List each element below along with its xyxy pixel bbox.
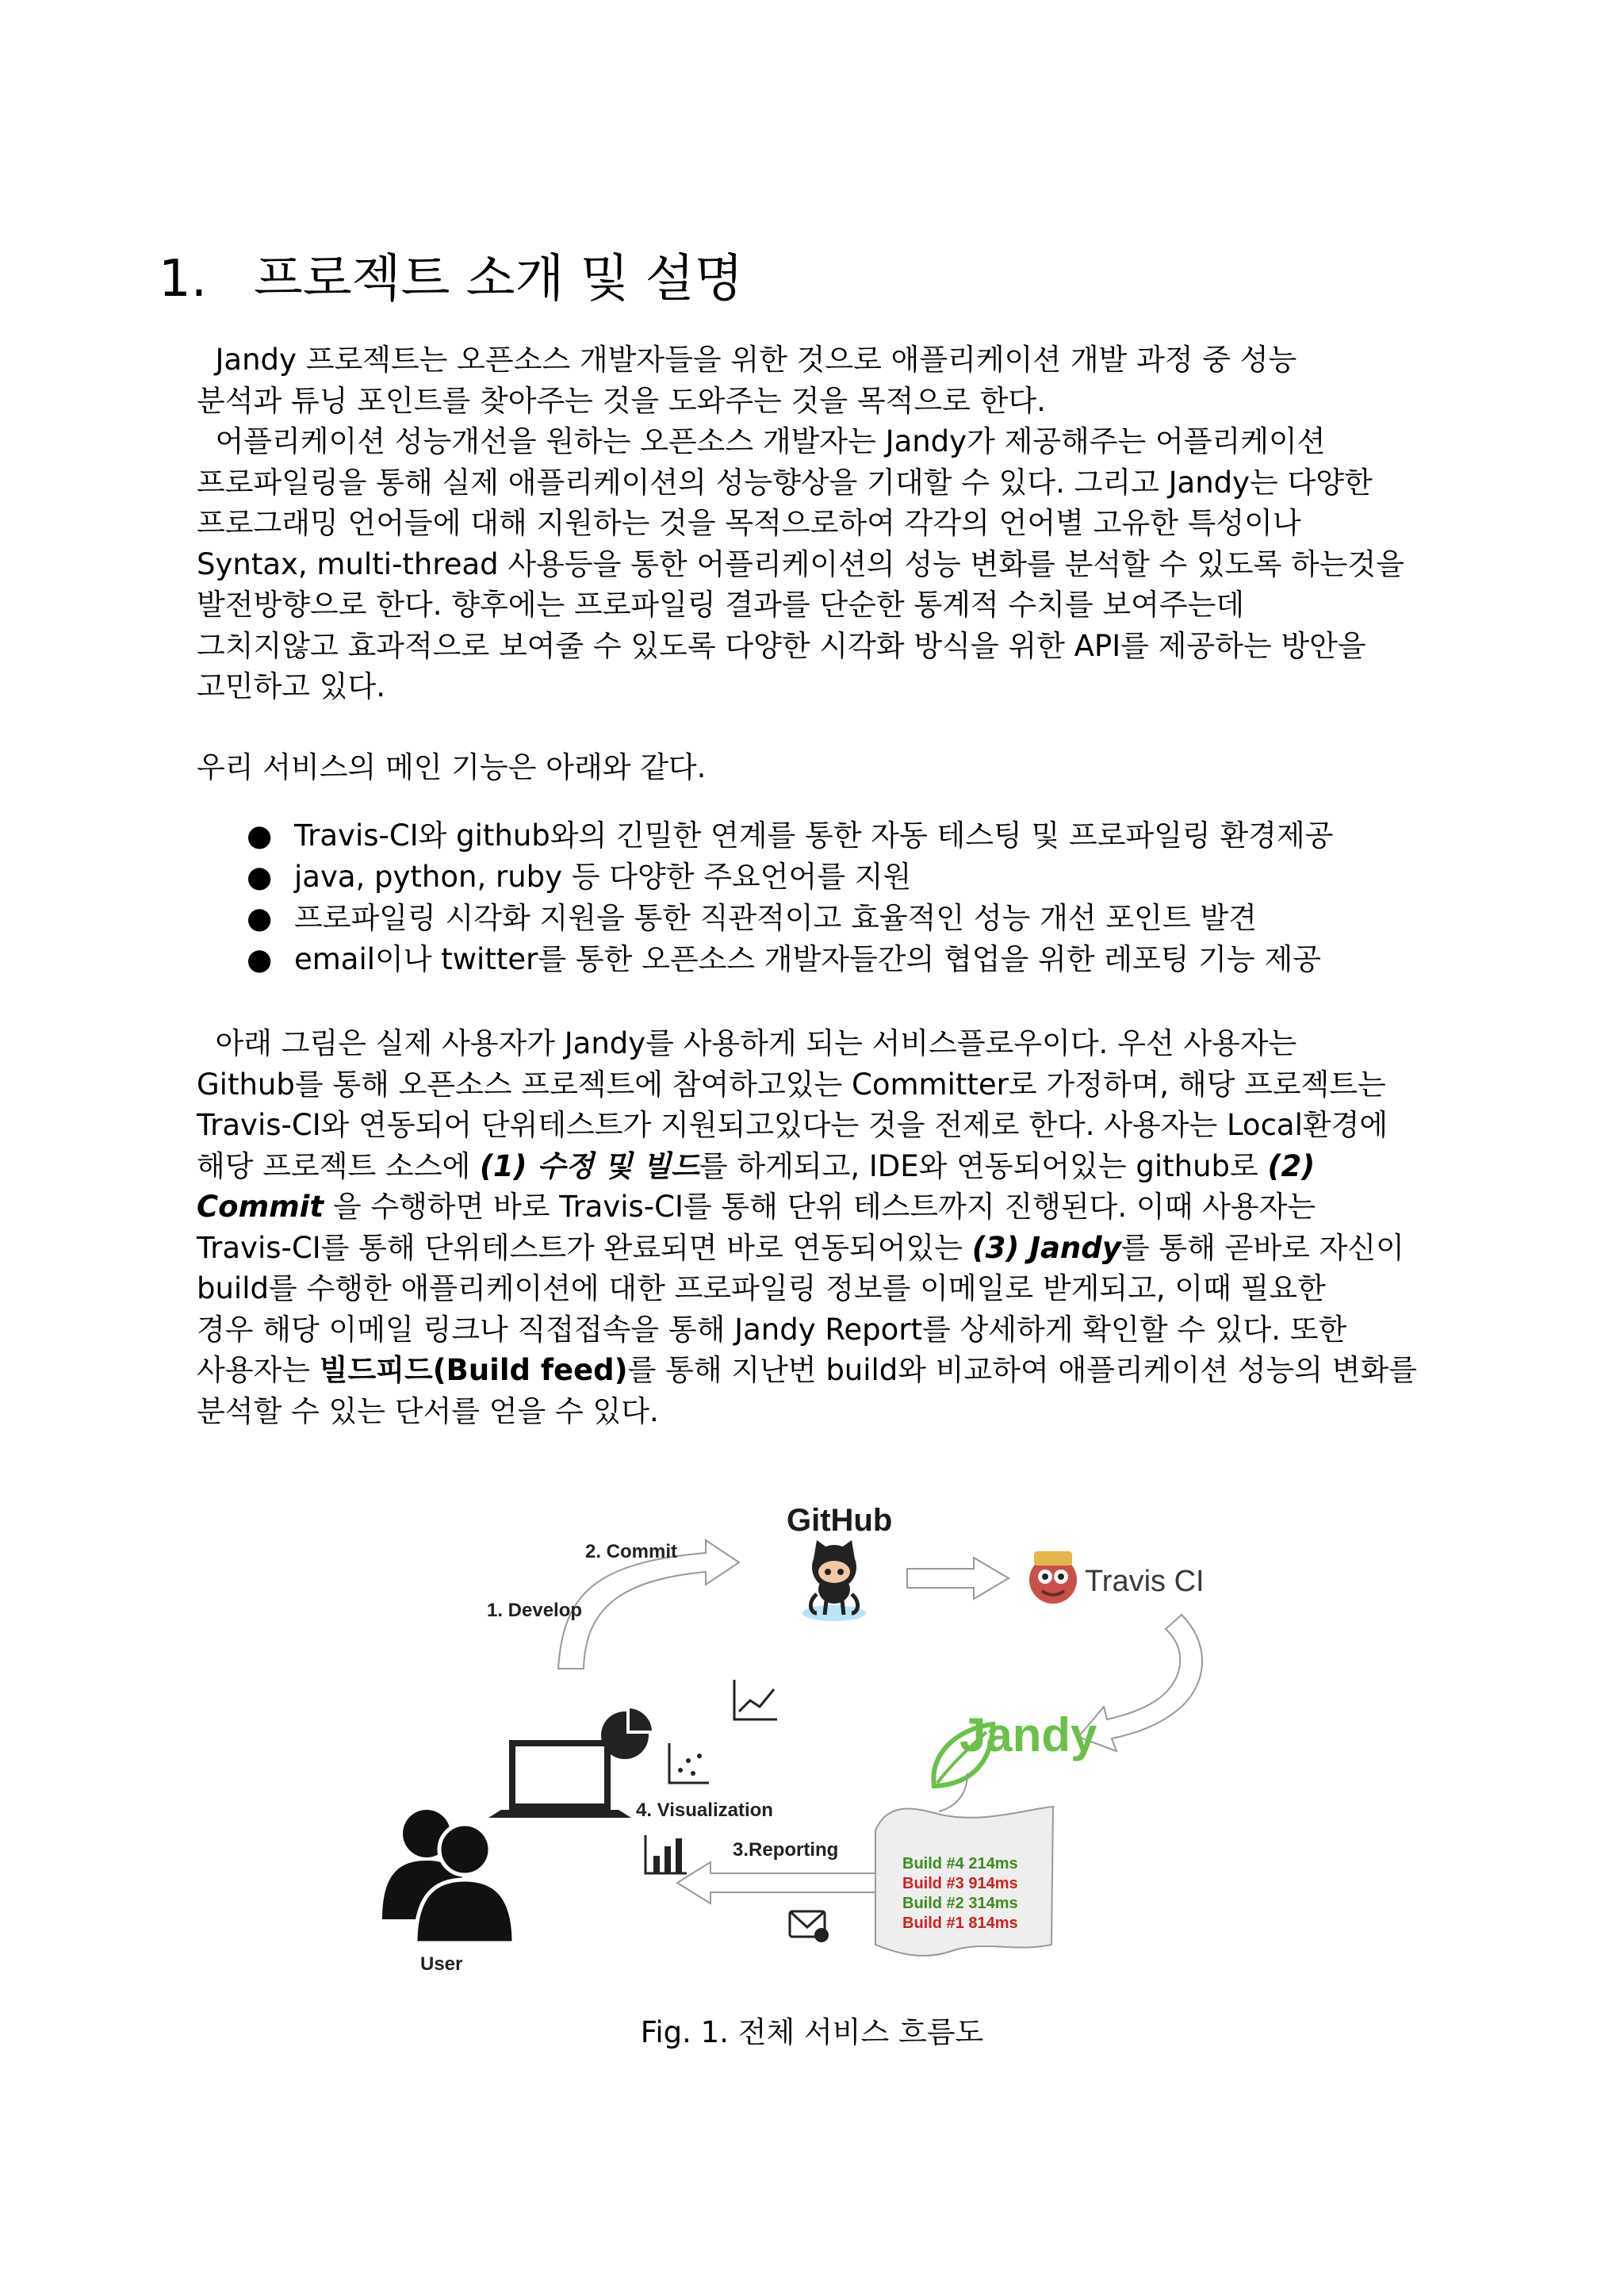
list-item <box>242 939 1333 980</box>
paragraph-line <box>197 1228 1434 1269</box>
travis-mascot-icon <box>1029 1551 1077 1604</box>
laptop-icon <box>488 1743 631 1818</box>
emphasis-text: (2) <box>1267 1148 1316 1183</box>
build-feed-item: Build #4 214ms <box>902 1855 1018 1872</box>
list-item <box>242 857 1333 898</box>
bold-text: 빌드피드(Build feed) <box>319 1353 628 1387</box>
bullet-icon: ● <box>247 860 273 894</box>
mail-icon <box>790 1911 829 1942</box>
list-item-text: Travis-CI와 github와의 긴밀한 연계를 통한 자동 테스팅 및 프로파일링 환경제공 <box>294 818 1334 853</box>
paragraph-line: Travis-CI와 연동되어 단위테스트가 지원되고있다는 것을 전제로 한다. 사용자는 Local환경에 <box>197 1108 1388 1142</box>
list-item <box>242 898 1333 939</box>
list-item <box>242 815 1333 857</box>
text-run: 을 수행하면 바로 Travis-CI를 통해 단위 테스트까지 진행된다. 이때 사용자는 <box>324 1190 1316 1224</box>
section-heading <box>159 247 743 311</box>
develop-label: 1. Develop <box>487 1600 583 1621</box>
paragraph-line: Syntax, multi-thread 사용등을 통한 어플리케이션의 성능 변화를 분석할 수 있도록 하는것을 <box>197 546 1404 581</box>
visualization-label: 4. Visualization <box>636 1800 773 1821</box>
bullet-icon: ● <box>247 942 273 976</box>
text-run: 사용자는 <box>197 1353 320 1387</box>
paragraph-line: 경우 해당 이메일 링크나 직접접속을 통해 Jandy Report를 상세하게 확인할 수 있다. 또한 <box>197 1312 1347 1347</box>
bullet-icon: ● <box>247 901 273 935</box>
emphasis-text: (3) Jandy <box>971 1230 1121 1265</box>
text-run: 를 하게되고, IDE와 연동되어있는 github로 <box>699 1148 1268 1183</box>
paragraph-line: 아래 그림은 실제 사용자가 Jandy를 사용하게 되는 서비스플로우이다. 우선 사용자는 <box>197 1026 1297 1060</box>
paragraph-line: 분석과 튜닝 포인트를 찾아주는 것을 도와주는 것을 목적으로 한다. <box>197 383 1046 418</box>
travis-logo-text: Travis CI <box>1085 1565 1205 1598</box>
paragraph-line: 프로파일링을 통해 실제 애플리케이션의 성능향상을 기대할 수 있다. 그리고 Jandy는 다양한 <box>197 465 1373 500</box>
user-label: User <box>420 1953 463 1975</box>
bar-chart-icon <box>645 1835 687 1873</box>
paragraph-line: 발전방향으로 한다. 향후에는 프로파일링 결과를 단순한 통계적 수치를 보여주는데 <box>197 588 1245 622</box>
bullet-icon: ● <box>247 818 273 853</box>
github-logo-text: GitHub <box>787 1503 893 1538</box>
section-number: 1. <box>159 250 208 309</box>
paragraph-line <box>197 1186 1434 1228</box>
paragraph-line: 분석할 수 있는 단서를 얻을 수 있다. <box>197 1393 659 1428</box>
text-run: Travis-CI를 통해 단위테스트가 완료되면 바로 연동되어있는 <box>197 1230 972 1265</box>
paragraph-line: Jandy 프로젝트는 오픈소스 개발자들을 위한 것으로 애플리케이션 개발 과정 중 성능 <box>197 343 1297 377</box>
pie-chart-icon <box>601 1707 653 1759</box>
reporting-arrow <box>677 1862 875 1903</box>
jandy-logo-text: Jandy <box>959 1708 1097 1761</box>
paragraph-line: 그치지않고 효과적으로 보여줄 수 있도록 다양한 시각화 방식을 위한 API를 제공하는 방안을 <box>197 628 1366 663</box>
paragraph-line: 어플리케이션 성능개선을 원하는 오픈소스 개발자는 Jandy가 제공해주는 어플리케이션 <box>197 424 1326 458</box>
flow-text <box>197 1023 1434 1432</box>
emphasis-text: (1) 수정 및 빌드 <box>479 1148 699 1183</box>
paragraph-line: Github를 통해 오픈소스 프로젝트에 참여하고있는 Committer로 가정하며, 해당 프로젝트는 <box>197 1067 1386 1102</box>
figure-caption: Fig. 1. 전체 서비스 흐름도 <box>640 2015 984 2049</box>
features-lead <box>197 747 1434 788</box>
list-item-text: email이나 twitter를 통한 오픈소스 개발자들간의 협업을 위한 레포팅 기능 제공 <box>294 942 1321 976</box>
text-run: 해당 프로젝트 소스에 <box>197 1148 480 1183</box>
build-feed-item: Build #2 314ms <box>902 1895 1018 1912</box>
build-feed-item: Build #3 914ms <box>902 1875 1018 1892</box>
user-group-icon <box>382 1810 514 1943</box>
text-run: 를 통해 곧바로 자신이 <box>1120 1230 1404 1265</box>
line-chart-icon <box>734 1680 777 1719</box>
service-flow-diagram <box>333 1475 1285 1983</box>
paragraph-line: build를 수행한 애플리케이션에 대한 프로파일링 정보를 이메일로 받게되고, 이때 필요한 <box>197 1271 1326 1305</box>
section-title: 프로젝트 소개 및 설명 <box>254 250 744 309</box>
reporting-label: 3.Reporting <box>733 1839 839 1861</box>
feature-list <box>242 815 1333 980</box>
build-feed-item: Build #1 814ms <box>902 1915 1018 1932</box>
list-item-text: 프로파일링 시각화 지원을 통한 직관적이고 효율적인 성능 개선 포인트 발견 <box>294 901 1257 935</box>
intro-text <box>197 339 1434 707</box>
scatter-plot-icon <box>669 1743 709 1783</box>
list-item-text: java, python, ruby 등 다양한 주요언어를 지원 <box>294 860 912 894</box>
paragraph-line: 프로그래밍 언어들에 대해 지원하는 것을 목적으로하여 각각의 언어별 고유한 특성이나 <box>197 506 1301 540</box>
emphasis-text: Commit <box>197 1190 324 1224</box>
commit-label: 2. Commit <box>585 1541 678 1562</box>
github-travis-arrow <box>907 1558 1009 1599</box>
text-run: 를 통해 지난번 build와 비교하여 애플리케이션 성능의 변화를 <box>627 1353 1417 1387</box>
github-octocat-icon <box>802 1540 866 1621</box>
paragraph-line <box>197 1146 1434 1187</box>
paragraph-line: 고민하고 있다. <box>197 669 385 703</box>
paragraph-line <box>197 1350 1434 1391</box>
features-lead-text: 우리 서비스의 메인 기능은 아래와 같다. <box>197 750 707 784</box>
